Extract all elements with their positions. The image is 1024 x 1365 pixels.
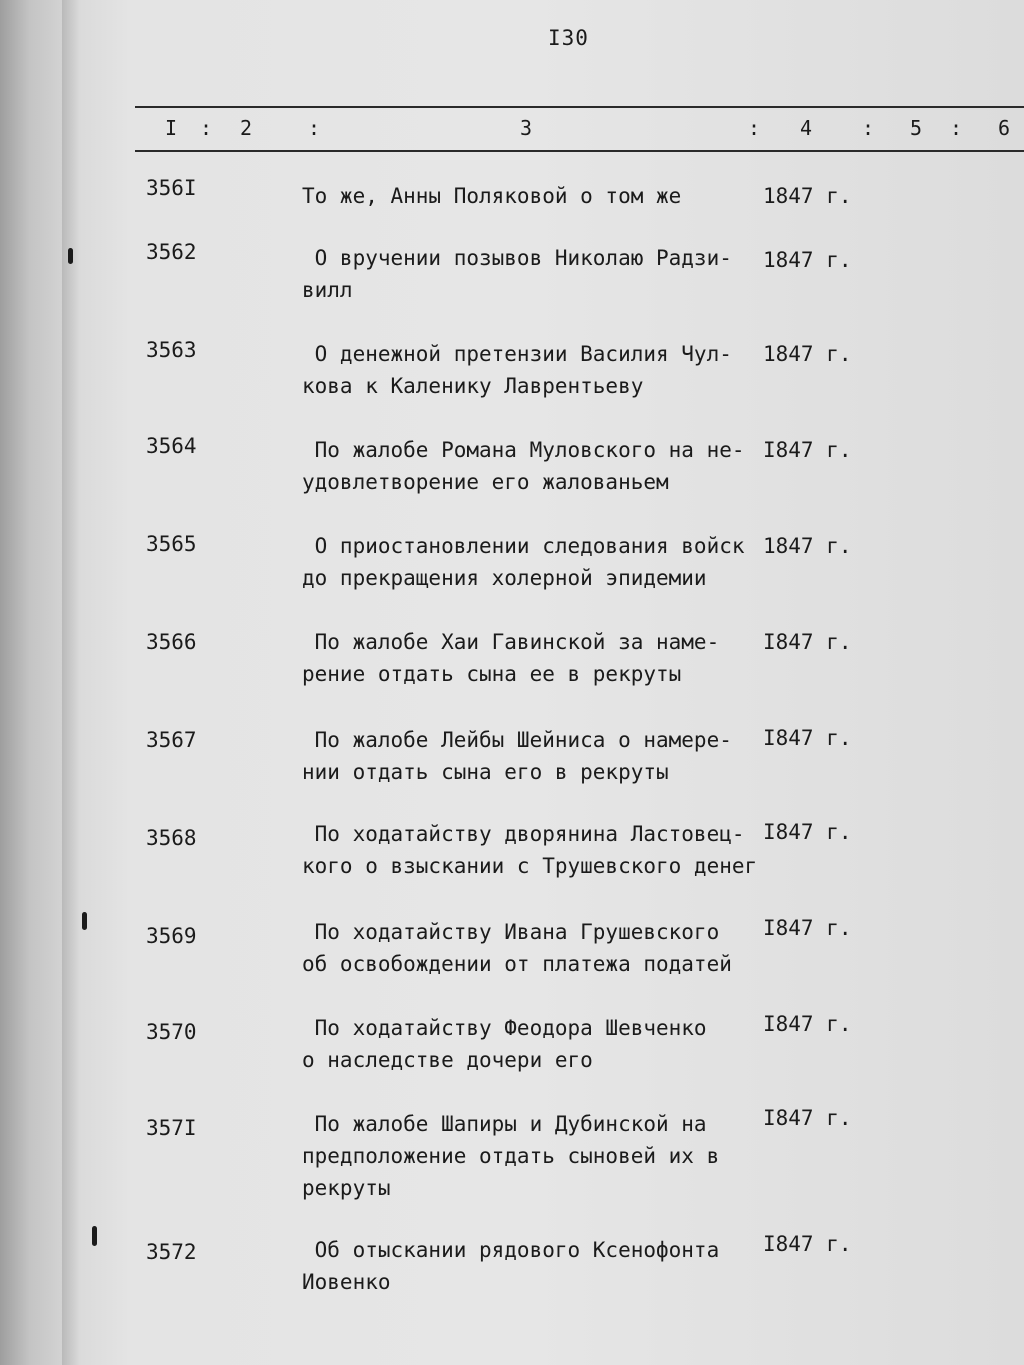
entry-date: I847 г.: [763, 726, 852, 750]
description-line: По жалобе Хаи Гавинской за наме-: [302, 630, 720, 654]
entry-date: I847 г.: [763, 1012, 852, 1036]
column-header-1: I: [165, 116, 178, 140]
entry-number: 3568: [146, 826, 197, 850]
description-line: По жалобе Лейбы Шейниса о намере-: [302, 728, 732, 752]
entry-date: I847 г.: [763, 820, 852, 844]
entry-date: 1847 г.: [763, 184, 852, 208]
column-separator: :: [748, 116, 761, 140]
entry-number: 3563: [146, 338, 197, 362]
entry-date: I847 г.: [763, 1232, 852, 1256]
description-line: Иовенко: [302, 1270, 391, 1294]
column-separator: :: [200, 116, 213, 140]
description-line: По ходатайству Феодора Шевченко: [302, 1016, 707, 1040]
entry-description: [302, 434, 745, 498]
description-line: О вручении позывов Николаю Радзи-: [302, 246, 732, 270]
entry-number: 3567: [146, 728, 197, 752]
entry-description: [302, 1108, 719, 1204]
ink-mark: [92, 1226, 97, 1246]
description-line: Об отыскании рядового Ксенофонта: [302, 1238, 720, 1262]
column-separator: :: [308, 116, 321, 140]
ink-mark: [82, 912, 87, 930]
description-line: О приостановлении следования войск: [302, 534, 745, 558]
entry-description: [302, 338, 732, 402]
entry-number: 3566: [146, 630, 197, 654]
description-line: о наследстве дочери его: [302, 1048, 593, 1072]
binding-shadow: [62, 0, 80, 1365]
description-line: об освобождении от платежа податей: [302, 952, 732, 976]
description-line: до прекращения холерной эпидемии: [302, 566, 707, 590]
entry-date: 1847 г.: [763, 342, 852, 366]
entry-description: [302, 1012, 707, 1076]
description-line: нии отдать сына его в рекруты: [302, 760, 669, 784]
description-line: рение отдать сына ее в рекруты: [302, 662, 682, 686]
column-header-5: 5: [910, 116, 923, 140]
entry-description: [302, 180, 681, 212]
column-separator: :: [862, 116, 875, 140]
ink-mark: [68, 248, 73, 264]
entry-number: 357I: [146, 1116, 197, 1140]
description-line: кого о взыскании с Трушевского денег: [302, 854, 758, 878]
entry-description: [302, 626, 719, 690]
entry-description: [302, 916, 732, 980]
column-separator: :: [950, 116, 963, 140]
entry-date: 1847 г.: [763, 248, 852, 272]
column-header-6: 6: [998, 116, 1011, 140]
entry-description: [302, 724, 732, 788]
entry-description: [302, 818, 757, 882]
entry-date: I847 г.: [763, 630, 852, 654]
entry-number: 3570: [146, 1020, 197, 1044]
column-header-4: 4: [800, 116, 813, 140]
entry-description: [302, 530, 745, 594]
description-line: вилл: [302, 278, 353, 302]
description-line: То же, Анны Поляковой о том же: [302, 184, 682, 208]
description-line: предположение отдать сыновей их в: [302, 1144, 720, 1168]
column-header-3: 3: [520, 116, 533, 140]
entry-date: 1847 г.: [763, 534, 852, 558]
description-line: рекруты: [302, 1176, 391, 1200]
entry-number: 3572: [146, 1240, 197, 1264]
description-line: По ходатайству дворянина Ластовец-: [302, 822, 745, 846]
entry-date: I847 г.: [763, 1106, 852, 1130]
entry-number: 3562: [146, 240, 197, 264]
entry-number: 3565: [146, 532, 197, 556]
description-line: По ходатайству Ивана Грушевского: [302, 920, 720, 944]
column-header-2: 2: [240, 116, 253, 140]
entry-date: I847 г.: [763, 438, 852, 462]
header-rule-top: [135, 106, 1024, 108]
entry-description: [302, 242, 732, 306]
description-line: кова к Каленику Лаврентьеву: [302, 374, 644, 398]
entry-number: 3564: [146, 434, 197, 458]
entry-number: 3569: [146, 924, 197, 948]
entry-date: I847 г.: [763, 916, 852, 940]
description-line: По жалобе Романа Муловского на не-: [302, 438, 745, 462]
page-number: I30: [548, 26, 589, 50]
entry-description: [302, 1234, 719, 1298]
description-line: По жалобе Шапиры и Дубинской на: [302, 1112, 707, 1136]
description-line: О денежной претензии Василия Чул-: [302, 342, 732, 366]
description-line: удовлетворение его жалованьем: [302, 470, 669, 494]
header-rule-bottom: [135, 150, 1024, 152]
entry-number: 356I: [146, 176, 197, 200]
